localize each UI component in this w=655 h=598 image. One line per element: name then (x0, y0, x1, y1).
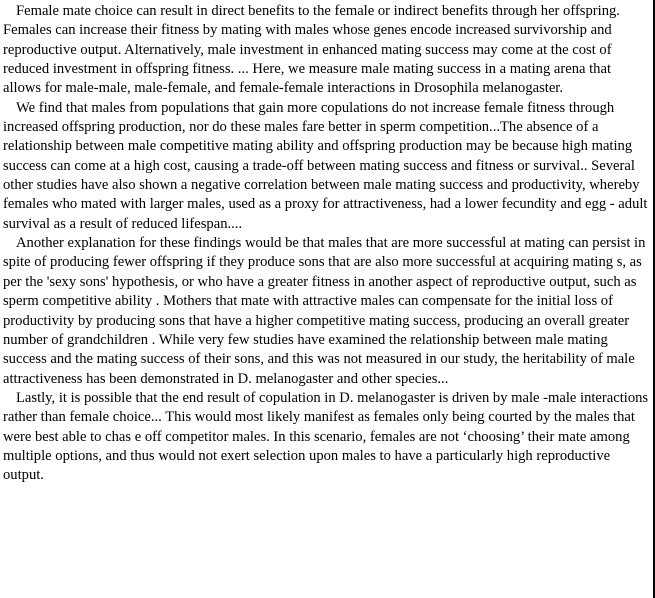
document-body (3, 2, 652, 486)
paragraph-copulation-findings: We find that males from populations that gain more copulations do not increase female fitness through increased offspring production, nor do these males fare better in sperm competition...The absence of a relationship between male competitive mating ability and offspring production may be because high mating success can come at a high cost, causing a trade-off between mating success and fitness or survival.. Several other studies have also shown a negative correlation between male mating success and productivity, whereby females who mated with larger males, used as a proxy for attractiveness, had a lower fecundity and egg - adult survival as a result of reduced lifespan.... (3, 99, 648, 232)
paragraph-female-mate-choice: Female mate choice can result in direct benefits to the female or indirect benefits through her offspring. Females can increase their fitness by mating with males whose genes encode increased survivorship and reproductive output. Alternatively, male investment in enhanced mating success may come at the cost of reduced investment in offspring fitness. ... Here, we measure male mating success in a mating arena that allows for male-male, male-female, and female-female interactions in Drosophila melanogaster. (3, 3, 620, 97)
paragraph-male-male-interactions: Lastly, it is possible that the end result of copulation in D. melanogaster is driven by male -male interactions rather than female choice... This would most likely manifest as females only being courted by the males that were best able to chas e off competitor males. In this scenario, females are not ‘choosing’ their mate among multiple options, and thus would not exert selection upon males to have a particularly high reproductive output. (3, 389, 649, 484)
paragraph-sexy-sons-explanation: Another explanation for these findings would be that males that are more successful at mating can persist in spite of producing fewer offspring if they produce sons that are also more successful at acquiring mating s, as per the 'sexy sons' hypothesis, or who have a greater fitness in another aspect of reproductive output, such as sperm competitive ability . Mothers that mate with attractive males can compensate for the initial loss of productivity by producing sons that have a higher competitive mating success, producing an overall greater number of grandchildren . While very few studies have examined the relationship between male mating success and the mating success of their sons, and this was not measured in our study, the heritability of male attractiveness has been demonstrated in D. melanogaster and other species... (3, 235, 646, 387)
